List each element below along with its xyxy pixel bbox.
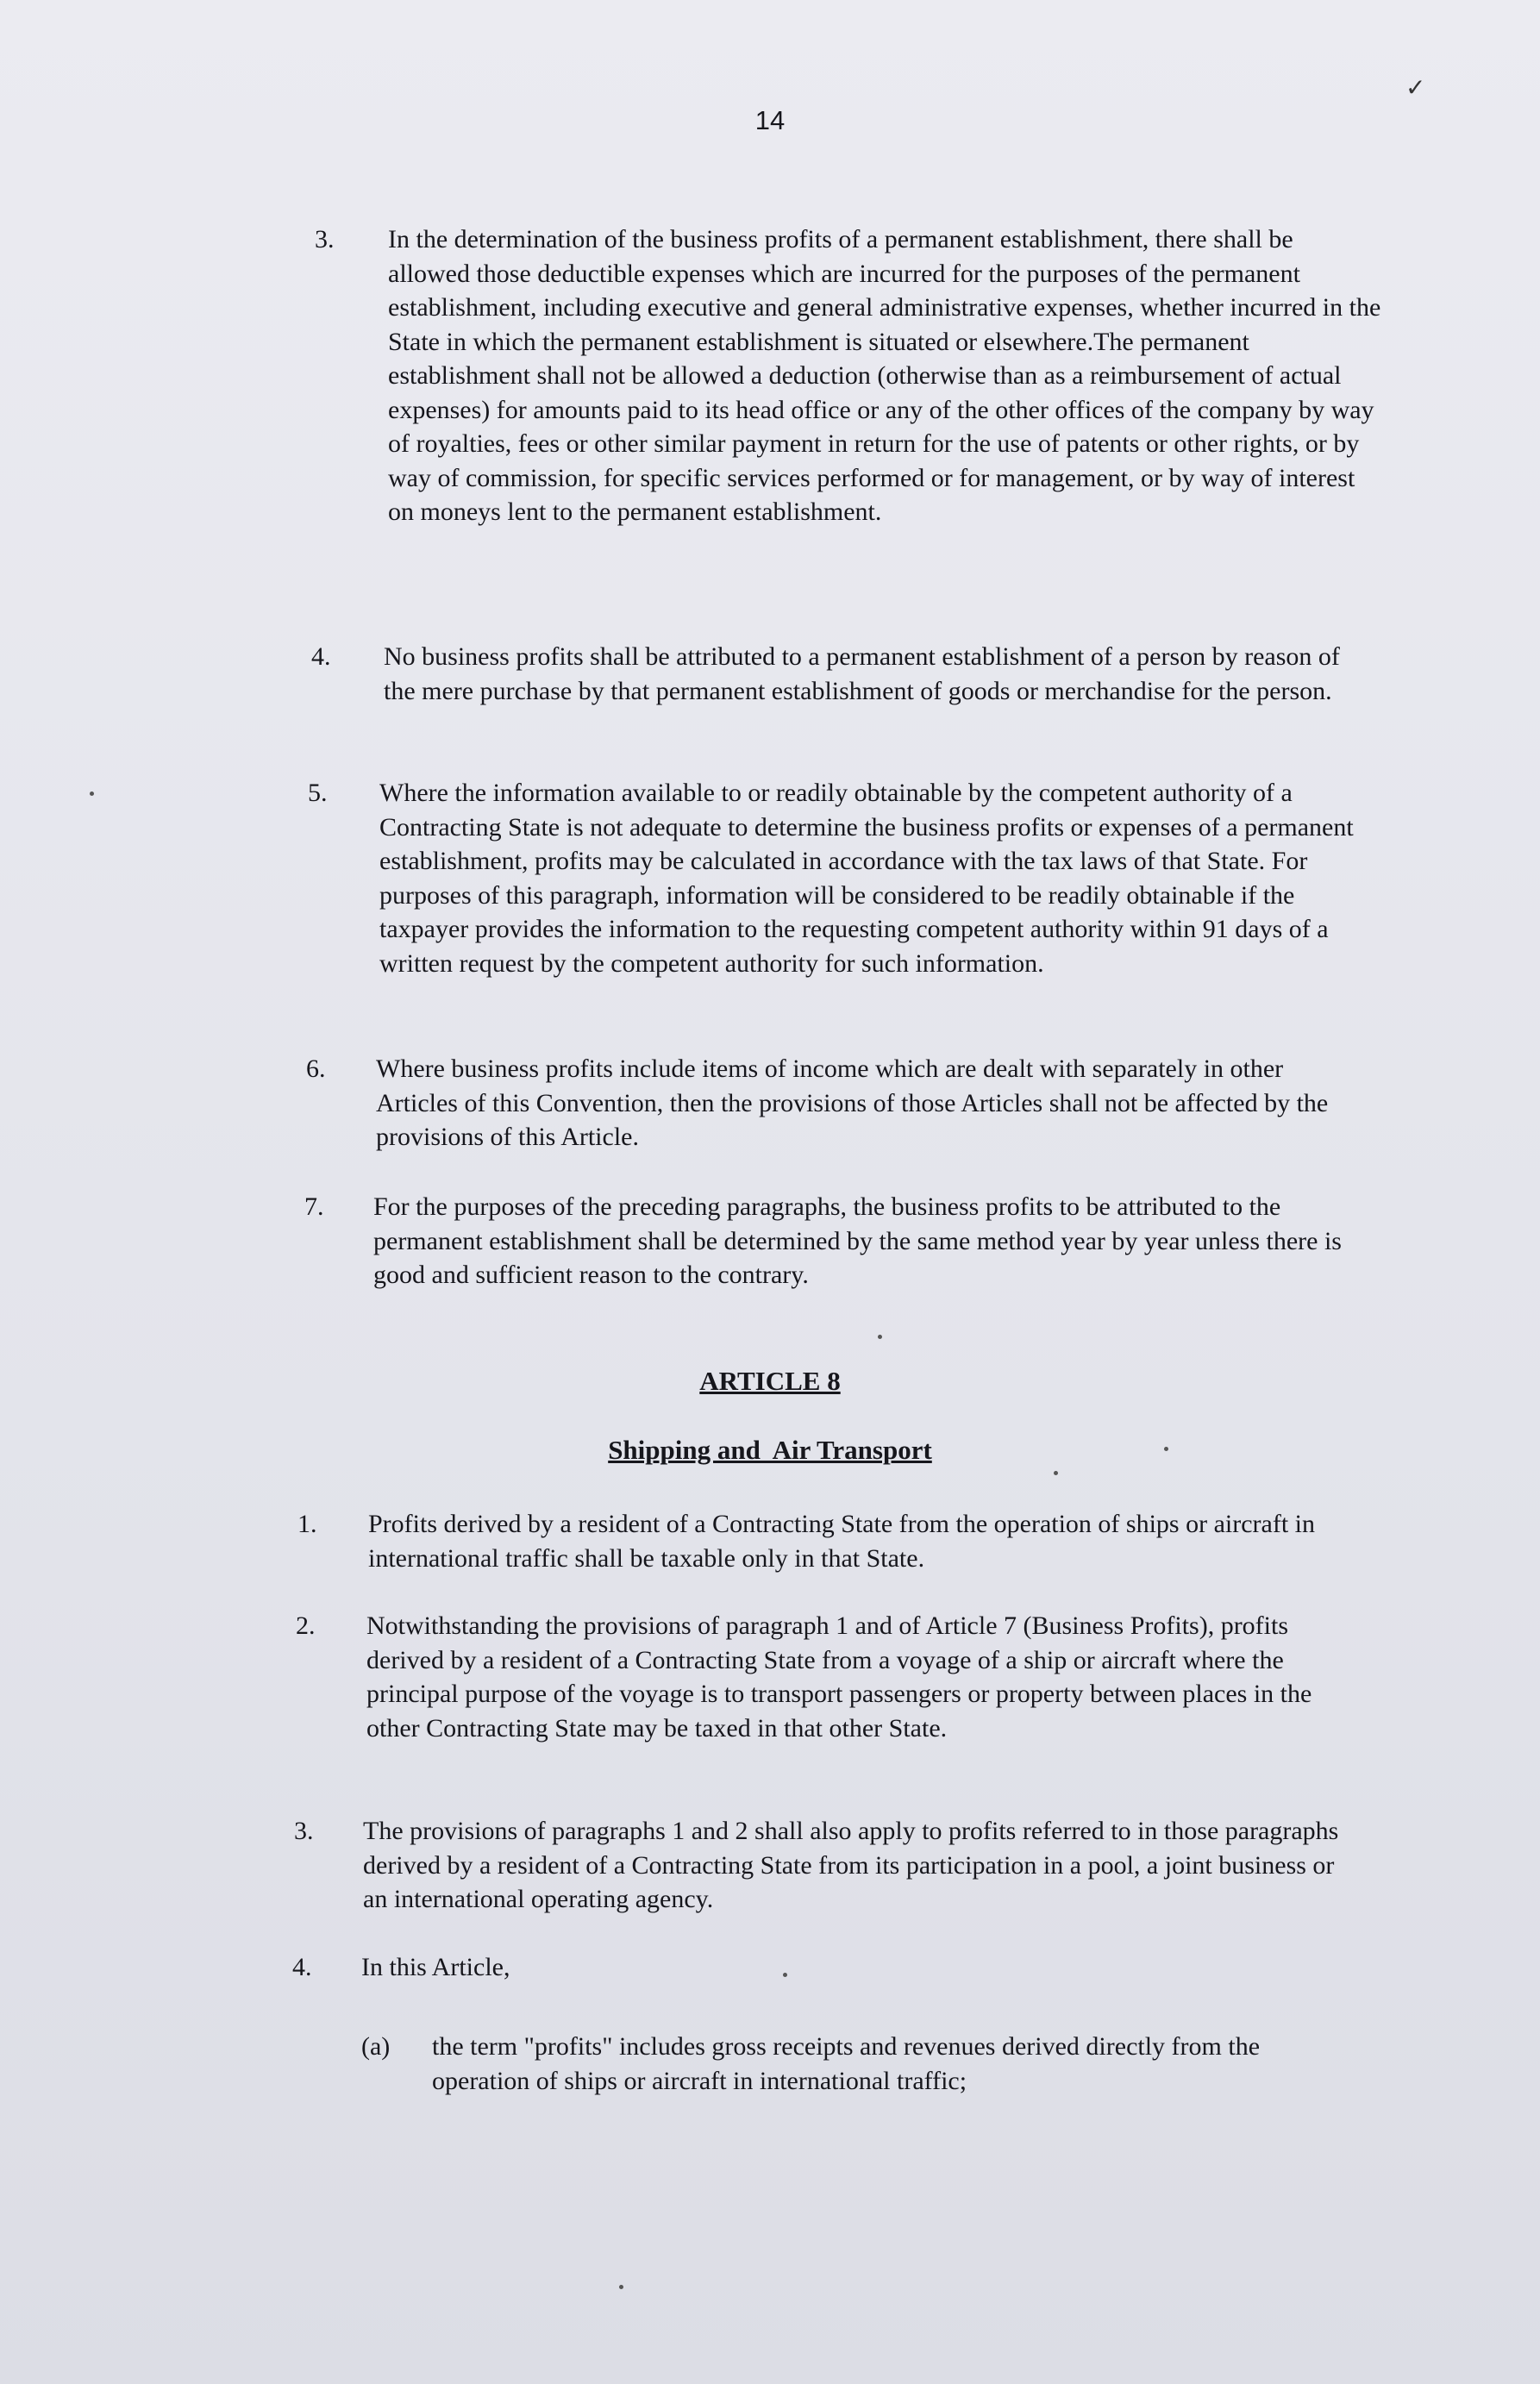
paragraph-text: For the purposes of the preceding paragraphs, the business profits to be attributed to the permanent establishment shall be determined by the same method year by year unless there is good and sufficient reason to the contrary. — [373, 1192, 1342, 1289]
paragraph-text: Notwithstanding the provisions of paragraph 1 and of Article 7 (Business Profits), profits derived by a resident of a Contracting State from a voyage of a ship or aircraft where the principal purpose of the voyage is to transport passengers or property between places in the other Contracting State may be taxed in that other State. — [366, 1611, 1312, 1743]
article8-paragraph-1 — [297, 1507, 1367, 1576]
page-number: 14 — [754, 105, 786, 135]
scan-speck — [1054, 1471, 1058, 1475]
subparagraph-label: (a) — [361, 2032, 391, 2061]
paragraph-number: 4. — [292, 1953, 312, 1981]
paragraph-text: Where the information available to or readily obtainable by the competent authority of a Contracting State is not adequate to determine the business profits or expenses of a permanent establishment, profits may be calculated in accordance with the tax laws of that State. For purposes of this paragraph, information will be considered to be readily obtainable if the taxpayer provides the information to the requesting competent authority within 91 days of a written request by the competent authority for such information. — [379, 779, 1354, 978]
scan-speck — [90, 792, 94, 796]
paragraph-number: 4. — [311, 642, 331, 671]
paragraph-7 — [304, 1190, 1374, 1293]
paragraph-4 — [311, 640, 1380, 743]
paragraph-text: In the determination of the business profits of a permanent establishment, there shall be allowed those deductible expenses which are incurred for the purposes of the permanent establishment, including executive and general administrative expenses, whether incurred in the State in which the permanent establishment is situated or elsewhere.The permanent establishment shall not be allowed a deduction (otherwise than as a reimbursement of actual expenses) for amounts paid to its head office or any of the other offices of the company by way of royalties, fees or other similar payment in return for the use of patents or other rights, or by way of commission, for specific services performed or for management, or by way of interest on moneys lent to the permanent establishment. — [388, 225, 1381, 526]
paragraph-text: No business profits shall be attributed to a permanent establishment of a person by reason of the mere purchase by that permanent establishment of goods or merchandise for the person. — [384, 642, 1340, 705]
paragraph-number: 5. — [308, 779, 328, 807]
check-mark-icon: ✓ — [1405, 75, 1426, 102]
paragraph-number: 3. — [294, 1817, 314, 1845]
scan-speck — [878, 1335, 882, 1339]
paragraph-text: Where business profits include items of income which are dealt with separately in other Articles of this Convention, then the provisions of those Articles shall not be affected by the provisions of this Article. — [376, 1054, 1329, 1151]
paragraph-text: In this Article, — [361, 1953, 510, 1981]
paragraph-text: Profits derived by a resident of a Contracting State from the operation of ships or aircraft in international traffic shall be taxable only in that State. — [368, 1510, 1316, 1573]
scan-speck — [783, 1973, 787, 1977]
scan-speck — [1164, 1447, 1168, 1451]
paragraph-text: The provisions of paragraphs 1 and 2 shall also apply to profits referred to in those paragraphs derived by a resident of a Contracting State from its participation in a pool, a joint business or an international operating agency. — [363, 1817, 1339, 1913]
article8-paragraph-4 — [292, 1950, 1362, 1985]
subparagraph-a — [361, 2030, 1362, 2099]
article-title: Shipping and Air Transport — [608, 1435, 932, 1465]
article-heading: ARTICLE 8 — [699, 1366, 841, 1396]
paragraph-3 — [315, 222, 1384, 602]
paragraph-number: 1. — [297, 1510, 317, 1538]
paragraph-number: 2. — [296, 1611, 316, 1640]
paragraph-6 — [306, 1052, 1375, 1155]
paragraph-number: 3. — [315, 225, 335, 253]
paragraph-5 — [308, 776, 1377, 1017]
paragraph-number: 6. — [306, 1054, 326, 1083]
paragraph-number: 7. — [304, 1192, 324, 1221]
article8-paragraph-3 — [294, 1814, 1363, 1918]
article8-paragraph-2 — [296, 1609, 1365, 1781]
scan-speck — [619, 2285, 623, 2289]
subparagraph-text: the term "profits" includes gross receipts and revenues derived directly from the operation of ships or aircraft in international traffic; — [432, 2032, 1261, 2095]
